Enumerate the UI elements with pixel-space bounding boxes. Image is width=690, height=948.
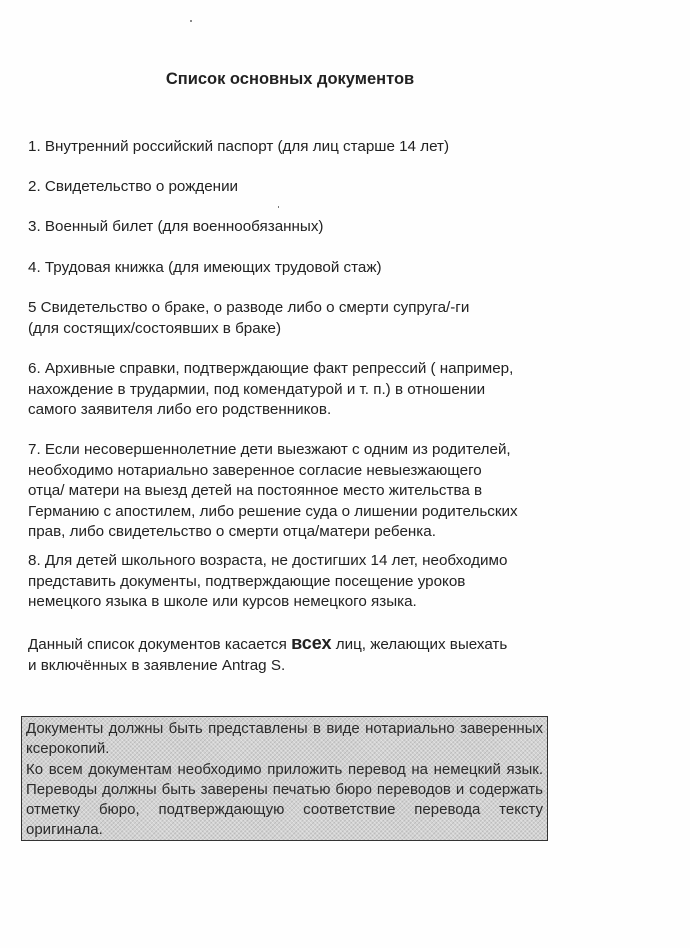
list-item-line: Германию с апостилем, либо решение суда о лишении родительских bbox=[28, 502, 518, 520]
list-item-line: 1. Внутренний российский паспорт (для лиц старше 14 лет) bbox=[28, 138, 450, 155]
list-item-1 bbox=[28, 137, 568, 158]
list-item-line: представить документы, подтверждающие посещение уроков bbox=[28, 572, 466, 590]
list-item-line: нахождение в трудармии, под комендатурой и т. п.) в отношении bbox=[28, 380, 486, 398]
list-item-line: 5 Свидетельство о браке, о разводе либо о смерти супруга/-ги bbox=[28, 299, 470, 316]
closing-emphasis: всех bbox=[291, 633, 332, 653]
list-item-8 bbox=[28, 551, 568, 613]
list-item-line: 8. Для детей школьного возраста, не достигших 14 лет, необходимо bbox=[28, 552, 508, 569]
list-item-line: отца/ матери на выезд детей на постоянное место жительства в bbox=[28, 482, 483, 499]
scan-speck bbox=[190, 20, 192, 22]
list-item-line: 3. Военный билет (для военнообязанных) bbox=[28, 218, 324, 235]
list-item-7 bbox=[28, 440, 568, 543]
list-item-line: самого заявителя либо его родственников. bbox=[28, 401, 332, 418]
closing-line-1 bbox=[28, 633, 568, 656]
list-item-line: (для состящих/состоявших в браке) bbox=[28, 319, 282, 337]
list-item-5 bbox=[28, 298, 568, 339]
closing-text-before: Данный список документов касается bbox=[28, 636, 292, 653]
list-item-line: 7. Если несовершеннолетние дети выезжают с одним из родителей, bbox=[28, 441, 511, 458]
notice-paragraph-2: Ко всем документам необходимо приложить перевод на немецкий язык. Переводы должны быть заверены печатью бюро переводов и содержать отметку бюро, подтверждающую соответствие перевода тексту оригинала. bbox=[26, 760, 543, 839]
closing-statement bbox=[28, 633, 568, 676]
list-item-line: 2. Свидетельство о рождении bbox=[28, 178, 239, 195]
list-item-line: немецкого языка в школе или курсов немецкого языка. bbox=[28, 593, 417, 610]
closing-line-2: и включённых в заявление Antrag S. bbox=[28, 656, 286, 674]
list-item-3 bbox=[28, 217, 568, 238]
list-item-line: необходимо нотариально заверенное согласие невыезжающего bbox=[28, 461, 482, 479]
list-item-line: прав, либо свидетельство о смерти отца/матери ребенка. bbox=[28, 523, 436, 540]
list-item-4 bbox=[28, 258, 568, 279]
page-title: Список основных документов bbox=[165, 70, 415, 88]
list-item-line: 6. Архивные справки, подтверждающие факт репрессий ( например, bbox=[28, 360, 514, 377]
list-item-line: 4. Трудовая книжка (для имеющих трудовой стаж) bbox=[28, 259, 382, 276]
scan-speck bbox=[278, 206, 279, 208]
list-item-6 bbox=[28, 359, 568, 421]
list-item-2 bbox=[28, 177, 568, 198]
notice-paragraph-1: Документы должны быть представлены в виде нотариально заверенных ксерокопий. bbox=[26, 720, 543, 758]
notice-box bbox=[21, 716, 548, 841]
closing-text-after: лиц, желающих выехать bbox=[331, 636, 508, 653]
